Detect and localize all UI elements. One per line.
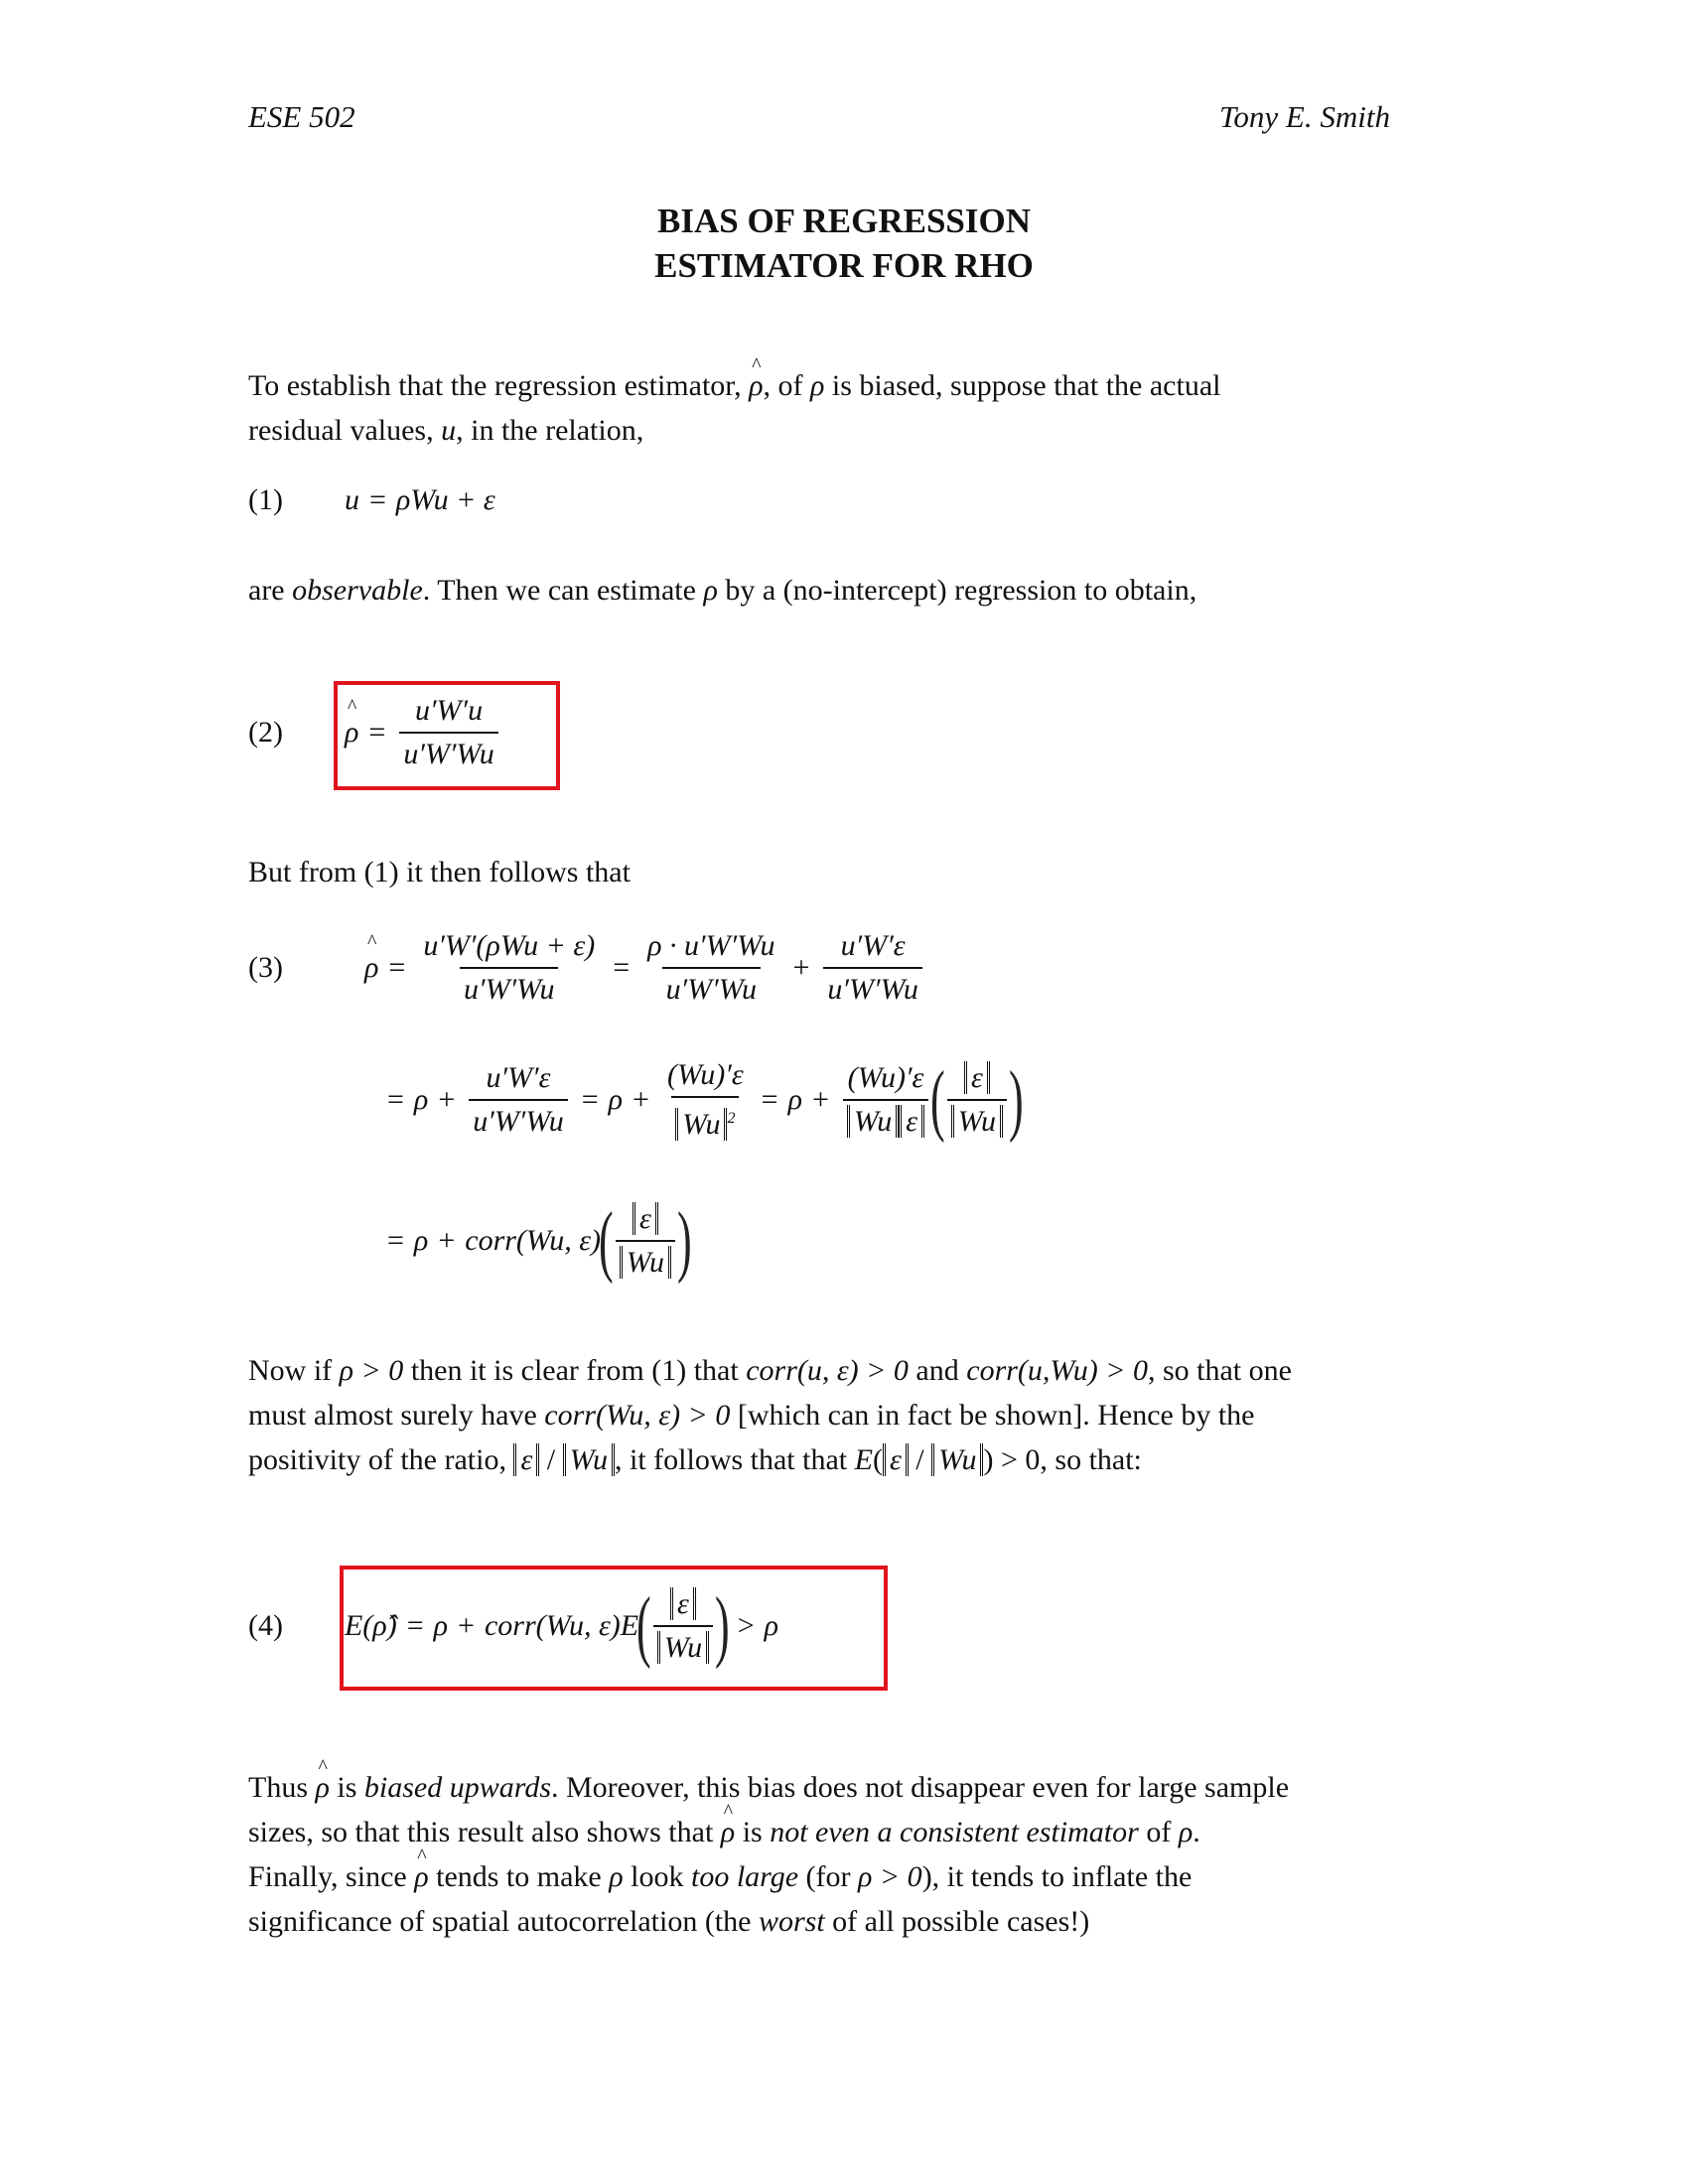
equation-4: (4) E(ρ̂) = ρ + corr(Wu, ε)E ( $\frac{\varepsilon}{Wu}$ ) > ρ: [248, 1582, 779, 1670]
equation-3-line-3: = ρ + corr(Wu, ε) ( $\frac{\varepsilon}{Wu}$ ): [387, 1197, 692, 1285]
intro-paragraph: To establish that the regression estimator, ^ ρ, of ρ is biased, suppose that the actual residual values, u, in the relation,: [248, 363, 1440, 453]
equation-3-label: (3): [248, 951, 283, 984]
positivity-paragraph: Now if ρ > 0 then it is clear from (1) that corr(u, ε) > 0 and corr(u,Wu) > 0, so that one must almost surely have corr(Wu, ε) > 0 [which can in fact be shown]. Hence by the positivity of the ratio, ε / Wu , it follows that that E( ε / Wu ) > 0, so that:: [248, 1354, 1292, 1476]
author-name: Tony E. Smith: [1219, 99, 1390, 134]
title-line-1: BIAS OF REGRESSION: [656, 202, 1032, 240]
equation-4-label: (4): [248, 1609, 283, 1642]
equation-1: (1) u = ρWu + ε: [248, 483, 495, 516]
equation-3-line-1: (3) ^ ρ = $\frac{\text{u′W′(ρWu + ε)}}{u'W'Wu}$ = $\frac{\rho \cdot u'W'Wu}{u'W'Wu}$ + $\frac{u'W'\varepsilon}{u'W'Wu}$: [248, 928, 926, 1008]
equation-2-label: (2): [248, 716, 283, 749]
rho-hat-symbol: ^ ρ: [749, 363, 763, 408]
title-line-2: ESTIMATOR FOR RHO: [654, 246, 1034, 285]
estimator-fraction: $\frac{u'W'u}{u'W'Wu}$: [399, 693, 497, 772]
observable-paragraph: are observable. Then we can estimate ρ by a (no-intercept) regression to obtain,: [248, 574, 1197, 607]
course-code: ESE 502: [248, 99, 355, 134]
conclusion-paragraph: Thus ^ ρ is biased upwards. Moreover, this bias does not disappear even for large sample sizes, so that this result also shows that ^ ρ is not even a consistent estimator of ρ. Finally, since ^ ρ tends to make ρ look too large (for ρ > 0), it tends to inflate the significance of spatial autocorrelation (the worst of all possible cases!): [248, 1765, 1470, 1944]
page-title: [0, 199, 1688, 288]
follows-paragraph: But from (1) it then follows that: [248, 856, 631, 888]
equation-1-label: (1): [248, 483, 283, 516]
equation-2: (2) ^ ρ = $\frac{u'W'u}{u'W'Wu}$: [248, 693, 502, 772]
equation-3-line-2: = ρ + $\frac{u'W'\varepsilon}{u'W'Wu}$ = ρ + $\frac{(Wu)'\varepsilon}{Wu ^2}$ = ρ + $\frac{(Wu)'\varepsilon}{\text{Wu ε}}$ ( $\frac{\varepsilon}{Wu}$ ): [387, 1056, 1024, 1144]
